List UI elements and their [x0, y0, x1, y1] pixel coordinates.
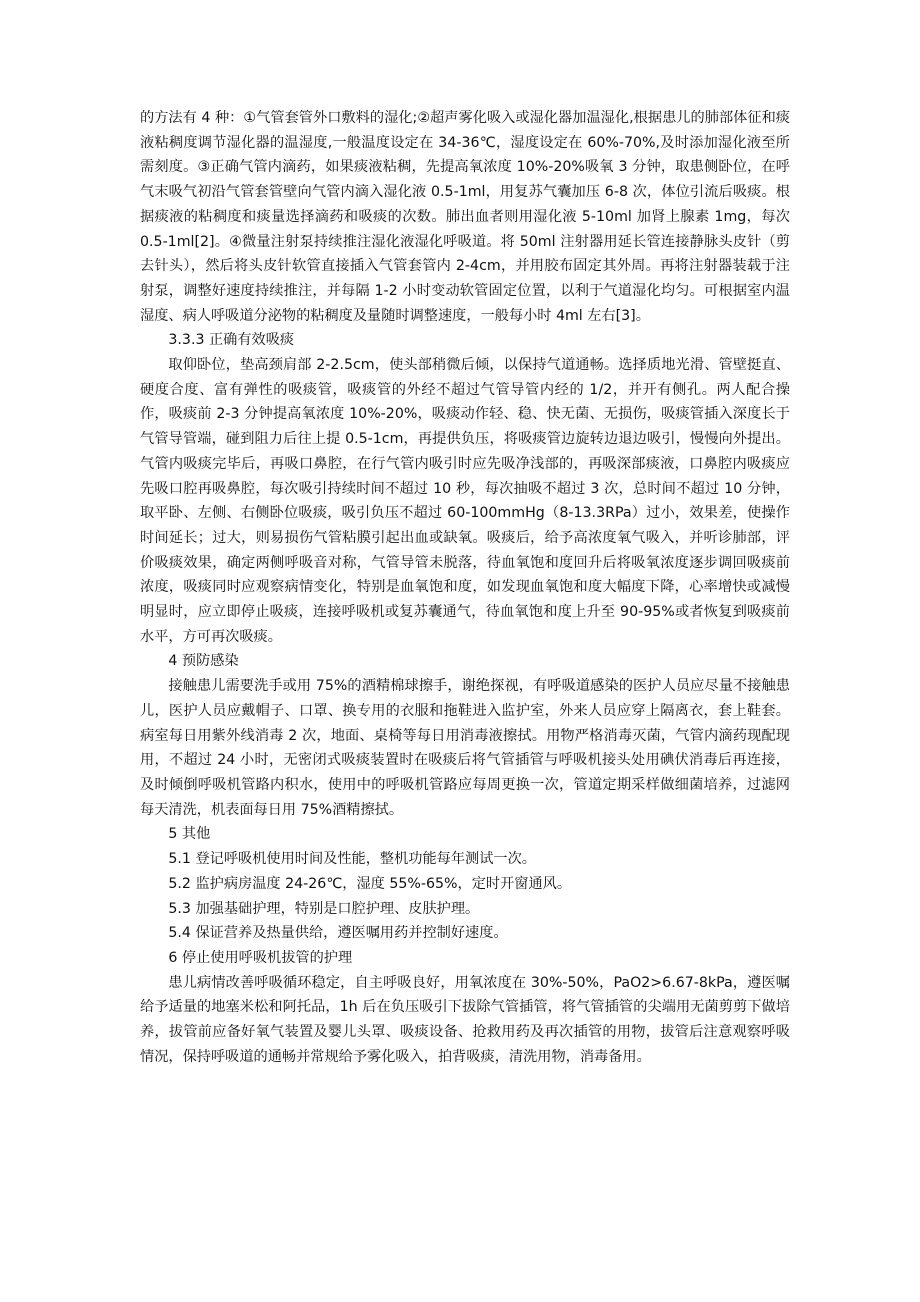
- heading-5-other: 5 其他: [168, 826, 211, 843]
- paragraph-suction: 取仰卧位，垫高颈肩部 2-2.5cm，使头部稍微后倾，以保持气道通畅。选择质地光滑、管壁挺直、硬度合度、富有弹性的吸痰管，吸痰管的外经不超过气管导管内经的 1/2，并开有侧孔。两人配合操作，吸痰前 2-3 分钟提高氧浓度 10%-20%，吸痰动作轻、稳、快无菌、无损伤，吸痰管插入深度长于气管导管端，碰到阻力后往上提 0.5-1cm，再提供负压，将吸痰管边旋转边退边吸引，慢慢向外提出。气管内吸痰完毕后，再吸口鼻腔，在行气管内吸引时应先吸净浅部的，再吸深部痰液，口鼻腔内吸痰应先吸口腔再吸鼻腔，每次吸引持续时间不超过 10 秒，每次抽吸不超过 3 次，总时间不超过 10 分钟，取平卧、左侧、右侧卧位吸痰，吸引负压不超过 60-100mmHg（8-13.3RPa）过小，效果差，使操作时间延长；过大，则易损伤气管粘膜引起出血或缺氧。吸痰后，给予高浓度氧气吸入，并听诊肺部，评价吸痰效果，确定两侧呼吸音对称，气管导管未脱落，待血氧饱和度回升后将吸氧浓度逐步调回吸痰前浓度，吸痰同时应观察病情变化，特别是血氧饱和度，如发现血氧饱和度大幅度下降，心率增快或减慢明显时，应立即停止吸痰，连接呼吸机或复苏囊通气，待血氧饱和度上升至 90-95%或者恢复到吸痰前水平，方可再次吸痰。: [140, 357, 790, 645]
- list-item-5-3: 5.3 加强基础护理，特别是口腔护理、皮肤护理。: [168, 900, 480, 917]
- paragraph-humidification-methods: 的方法有 4 种：①气管套管外口敷料的湿化;②超声雾化吸入或湿化器加温湿化,根据患儿的肺部体征和痰液粘稠度调节湿化器的温湿度,一般温度设定在 34-36℃，湿度设定在 60%-70%,及时添加湿化液至所需刻度。③正确气管内滴药，如果痰液粘稠，先提高氧浓度 10%-20%吸氧 3 分钟，取患侧卧位，在呼气末吸气初沿气管套管壁向气管内滴入湿化液 0.5-1ml，用复苏气囊加压 6-8 次，体位引流后吸痰。根据痰液的粘稠度和痰量选择滴药和吸痰的次数。肺出血者则用湿化液 5-10ml 加肾上腺素 1mg，每次 0.5-1ml[2]。④微量注射泵持续推注湿化液湿化呼吸道。将 50ml 注射器用延长管连接静脉头皮针（剪去针头），然后将头皮针软管直接插入气管套管内 2-4cm，并用胶布固定其外周。再将注射器装载于注射泵，调整好速度持续推注，并每隔 1-2 小时变动软管固定位置，以利于气道湿化均匀。可根据室内温湿度、病人呼吸道分泌物的粘稠度及量随时调整速度，一般每小时 4ml 左右[3]。: [140, 110, 790, 324]
- list-item-5-1: 5.1 登记呼吸机使用时间及性能，整机功能每年测试一次。: [168, 851, 536, 868]
- document-page: [140, 106, 790, 1069]
- list-item-5-4: 5.4 保证营养及热量供给，遵医嘱用药并控制好速度。: [168, 925, 508, 942]
- paragraph-extubation: 患儿病情改善呼吸循环稳定，自主呼吸良好，用氧浓度在 30%-50%，PaO2>6.67-8kPa，遵医嘱给予适量的地塞米松和阿托品，1h 后在负压吸引下拔除气管插管，将气管插管的尖端用无菌剪剪下做培养，拔管前应备好氧气装置及婴儿头罩、吸痰设备、抢救用药及再次插管的用物，拔管后注意观察呼吸情况，保持呼吸道的通畅并常规给予雾化吸入，拍背吸痰，清洗用物，消毒备用。: [140, 974, 790, 1065]
- heading-6-extubation: 6 停止使用呼吸机拔管的护理: [168, 949, 353, 966]
- heading-3-3-3-suction: 3.3.3 正确有效吸痰: [168, 332, 295, 349]
- list-item-5-2: 5.2 监护病房温度 24-26℃，湿度 55%-65%，定时开窗通风。: [168, 875, 572, 892]
- paragraph-infection-prevention: 接触患儿需要洗手或用 75%的酒精棉球擦手，谢绝探视，有呼吸道感染的医护人员应尽量不接触患儿，医护人员应戴帽子、口罩、换专用的衣服和拖鞋进入监护室，外来人员应穿上隔离衣，套上鞋套。病室每日用紫外线消毒 2 次，地面、桌椅等每日用消毒液擦拭。用物严格消毒灭菌，气管内滴药现配现用，不超过 24 小时，无密闭式吸痰装置时在吸痰后将气管插管与呼吸机接头处用碘伏消毒后再连接，及时倾倒呼吸机管路内积水，使用中的呼吸机管路应每周更换一次，管道定期采样做细菌培养，过滤网每天清洗，机表面每日用 75%酒精擦拭。: [140, 678, 790, 818]
- heading-4-infection-prevention: 4 预防感染: [168, 653, 239, 670]
